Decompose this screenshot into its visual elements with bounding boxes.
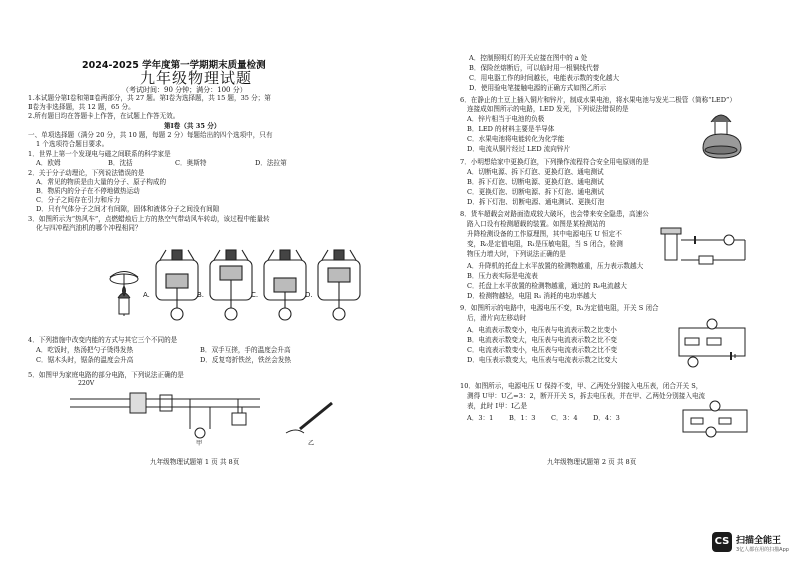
socket-icon xyxy=(232,413,246,425)
question-10: 10．如图所示，电源电压 U 保持不变，甲、乙两处分别接入电压表，闭合开关 S， xyxy=(460,382,703,390)
test-pen-icon xyxy=(286,403,332,433)
option: B．拆下灯泡、切断电源、更换灯泡、通电测试 xyxy=(467,178,604,186)
question-8: 路入口设有检测超载的装置。如图是某检测站的 xyxy=(467,220,606,228)
exam-header: 2024-2025 学年度第一学期期末质量检测 xyxy=(82,60,266,71)
option: C．电流表示数变小，电压表与电流表示数之比不变 xyxy=(467,346,618,354)
option: C．水果电池将电能转化为化学能 xyxy=(467,135,565,143)
option: B．物质内的分子在不停地做热运动 xyxy=(36,187,140,195)
option: A．控制照明灯的开关应接在图中的 a 处 xyxy=(469,54,588,62)
option: C．分子之间存在引力和斥力 xyxy=(36,196,121,204)
section-title: 第Ⅰ卷（共 35 分） xyxy=(164,122,221,130)
option: C．托盘上水平放置的检测物越重，通过的 R₀电流越大 xyxy=(467,282,627,290)
option: B．压力表实际是电流表 xyxy=(467,272,538,280)
option: C．用电器工作的时间越长，电能表示数的变化越大 xyxy=(469,74,620,82)
exam-title: 九年级物理试题 xyxy=(140,69,253,87)
fig-label: A. xyxy=(143,291,150,299)
section-intro: 1 个选项符合题目要求。 xyxy=(36,140,109,148)
option: C．奥斯特 xyxy=(175,159,207,167)
scanner-app-name: 扫描全能王 xyxy=(736,536,782,546)
meter-jia-icon xyxy=(710,401,720,411)
fig-label: B. xyxy=(197,291,205,299)
engine-strokes-figure xyxy=(100,236,370,328)
page-footer: 九年级物理试题第 1 页 共 8页 xyxy=(150,458,240,466)
question-8: 变，R₀是定值电阻，R₁是压敏电阻，当 S 闭合，检测 xyxy=(467,240,623,248)
option: A．升降机的托盘上水平放置的检测物越重，压力表示数越大 xyxy=(467,262,644,270)
option: A．欧姆 xyxy=(36,159,61,167)
resistor-r0-icon xyxy=(699,256,713,264)
question-10: 测得 U甲：U乙=3：2，断开开关 S，拆去电压表，并在甲、乙两处分别接入电流 xyxy=(467,392,706,400)
question-3: 化与四冲程汽油机的哪个冲程相同？ xyxy=(36,224,142,232)
lamp-icon xyxy=(195,428,205,438)
option: A．吃饭时，热汤把勺子烫得发热 xyxy=(36,346,134,354)
option: B．电流表示数变大，电压表与电流表示数之比不变 xyxy=(467,336,617,344)
meter-icon xyxy=(724,235,734,245)
option: D．法拉第 xyxy=(255,159,287,167)
fig-label-jia: 甲 xyxy=(196,440,203,447)
option: B．保险丝熔断后，可以临时用一根铜线代替 xyxy=(469,64,600,72)
fig-label: C. xyxy=(251,291,259,299)
option: A．电流表示数变小，电压表与电流表示数之比变小 xyxy=(467,326,617,334)
resistor-r1-icon xyxy=(685,338,699,345)
switch-box-icon xyxy=(160,395,172,411)
exam-info: （考试时间：90 分钟；满分：100 分） xyxy=(122,86,247,94)
option: D．拆下灯泡、切断电源、通电测试、更换灯泡 xyxy=(467,198,605,206)
camscanner-logo: CS xyxy=(712,532,732,552)
question-8: 物压力增大时，下列说法正确的是 xyxy=(467,250,566,258)
hot-wind-turbine-icon xyxy=(110,272,138,317)
note-line: Ⅱ卷为非选择题，共 12 题，65 分。 xyxy=(28,103,135,111)
tray-icon xyxy=(661,228,681,234)
question-9: 后，滑片向左移动时 xyxy=(467,314,527,322)
right-page xyxy=(397,0,794,561)
engine-d-icon xyxy=(318,250,360,320)
question-6: 6．在静止的土豆上插入铜片和锌片，制成水果电池，将水果电池与发光二极管（简称“LED”） xyxy=(460,96,736,104)
option: C．更换灯泡、切断电源、拆下灯泡、通电测试 xyxy=(467,188,604,196)
question-9: 9．如图所示的电路中，电源电压不变，R₁为定值电阻，开关 S 闭合 xyxy=(460,304,659,312)
fig-label-yi: 乙 xyxy=(308,440,315,447)
option: A．锌片相当于电池的负极 xyxy=(467,115,545,123)
question-6: 连接成如图所示的电路，LED 发光，下列说法错误的是 xyxy=(467,105,629,113)
option: B．LED 的材料主要是半导体 xyxy=(467,125,555,133)
option: B．双手互搓，手的温度会升高 xyxy=(200,346,291,354)
ammeter-icon xyxy=(688,357,698,367)
question-10: 表，此时 I甲：I乙是 xyxy=(467,402,528,410)
engine-c-icon xyxy=(264,250,306,320)
voltmeter-icon xyxy=(707,319,717,329)
option: D．检测物越轻，电阻 R₁ 消耗的电功率越大 xyxy=(467,292,597,300)
question-2: 2．关于分子动理论，下列说法错误的是 xyxy=(28,169,145,177)
household-circuit-figure xyxy=(60,383,360,445)
option: D．只有气体分子之间才有间隙，固体和液体分子之间没有间隙 xyxy=(36,205,220,213)
question-4: 4．下列措施中改变内能的方式与其它三个不同的是 xyxy=(28,336,178,344)
question-5: 5．如图甲为家庭电路的部分电路，下列说法正确的是 xyxy=(28,371,184,379)
slider-circuit-figure xyxy=(673,316,753,370)
option: D．4：3 xyxy=(593,414,620,422)
meter-yi-icon xyxy=(706,427,716,437)
option: A．3：1 xyxy=(467,414,494,422)
question-3: 3．如图所示为“热风车”，点燃蜡烛后上方的热空气带动风车转动，该过程中能量转 xyxy=(28,215,270,223)
question-7: 7．小明想给家中更换灯泡，下列操作流程符合安全用电原则的是 xyxy=(460,158,649,166)
option: D．使用验电笔接触电源的正确方式如图乙所示 xyxy=(469,84,607,92)
option: A．切断电源、拆下灯泡、更换灯泡、通电测试 xyxy=(467,168,604,176)
page-footer: 九年级物理试题第 2 页 共 8页 xyxy=(547,458,637,466)
engine-a-icon xyxy=(156,250,198,320)
question-8: 升降检测设备的工作原理图，其中电源电压 U 恒定不 xyxy=(467,230,622,238)
engine-b-icon xyxy=(210,250,252,320)
rheostat-icon xyxy=(707,338,721,345)
scanner-tagline: 3亿人都在用的扫描App xyxy=(736,547,789,553)
option: C．3：4 xyxy=(551,414,578,422)
fig-label: D. xyxy=(305,291,313,299)
pressure-detector-figure xyxy=(655,220,755,268)
energy-meter-icon xyxy=(130,393,146,413)
option: B．沈括 xyxy=(108,159,133,167)
option: B．1：3 xyxy=(509,414,536,422)
option: D．电压表示数变大，电压表与电流表示数之比变大 xyxy=(467,356,618,364)
fruit-battery-figure xyxy=(697,108,747,160)
option: D．电流从铜片经过 LED 流向锌片 xyxy=(467,145,571,153)
note-line: 2.所有题目均在答题卡上作答，在试题上作答无效。 xyxy=(28,112,180,120)
note-line: 1.本试题分第Ⅰ卷和第Ⅱ卷两部分，共 27 题。第Ⅰ卷为选择题，共 15 题，35 分；第 xyxy=(28,94,271,102)
question-8: 8．货车超载会对路面造成较大破坏，也会带来安全隐患，高速公 xyxy=(460,210,649,218)
meter-voltage: 220V xyxy=(78,380,95,387)
option: A．常见的物质是由大量的分子、原子构成的 xyxy=(36,178,167,186)
two-meter-circuit-figure xyxy=(679,400,753,438)
section-intro: 一、单项选择题（满分 20 分，共 10 题，每题 2 分）每题给出的四个选项中，只有 xyxy=(28,131,273,139)
option: C．锯木头时，锯条的温度会升高 xyxy=(36,356,134,364)
question-1: 1．世界上第一个发现电与磁之间联系的科学家是 xyxy=(28,150,171,158)
led-icon xyxy=(711,115,731,122)
option: D．反复弯折铁丝，铁丝会发热 xyxy=(200,356,292,364)
